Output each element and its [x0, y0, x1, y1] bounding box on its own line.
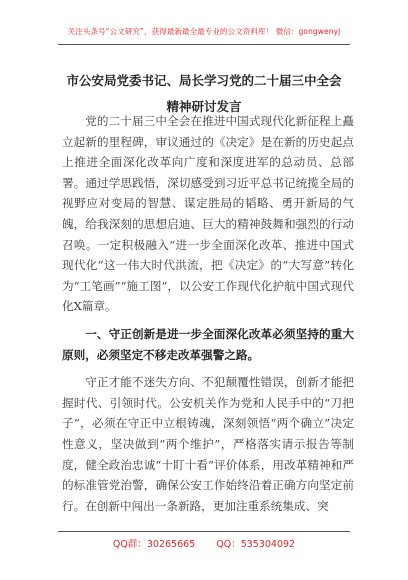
- document-title: 市公安局党委书记、局长学习党的二十届三中全会精神研讨发言: [66, 73, 342, 114]
- intro-paragraph: 党的二十届三中全会在推进中国式现代化新征程上矗立起新的里程碑，审议通过的《决定》是在新的历史起点上推进全面深化改革向广度和深度进军的总动员、总部署。通过学思践悟，深切感受到习近平总书记统揽全局的视野应对变局的智慧、谋定胜局的韬略、勇开新局的气魄，给我深刻的思想启迪、巨大的精神鼓舞和强烈的行动召唤。一定积极融入“进一步全面深化改革、推进中国式现代化”这一伟大时代洪流，把《决定》的“大写意”转化为“工笔画”“施工图”，以公安工作现代化护航中国式现代化X篇章。: [62, 114, 354, 314]
- header-divider: [58, 44, 350, 45]
- footer-contacts: [0, 536, 408, 550]
- header-banner: 关注头条号“公文研究”，获得最新最全最专业的公文资料库！ 微信：gongwenyj: [67, 27, 341, 36]
- qq-number: QQ：535304092: [216, 539, 296, 550]
- section-1-paragraph: 守正才能不迷失方向、不犯颠覆性错误，创新才能把握时代、引领时代。公安机关作为党和人民手中的“刀把子”，必须在守正中立根铸魂，深刻领悟“两个确立”决定性意义，坚决做到“两个维护”，严格落实请示报告等制度，健全政治忠诚“十盯十看”评价体系，用改革精神和严的标准管党治警，确保公安工作始终沿着正确方向坚定前行。在创新中闯出一条新路，更加注重系统集成、突: [62, 375, 354, 513]
- footer-divider: [58, 531, 350, 532]
- document-body: [62, 111, 354, 516]
- qq-group-number: QQ群：30265665: [112, 539, 196, 550]
- section-heading-1: 一、守正创新是进一步全面深化改革必须坚持的重大原则，必须坚定不移走改革强警之路。: [62, 326, 354, 362]
